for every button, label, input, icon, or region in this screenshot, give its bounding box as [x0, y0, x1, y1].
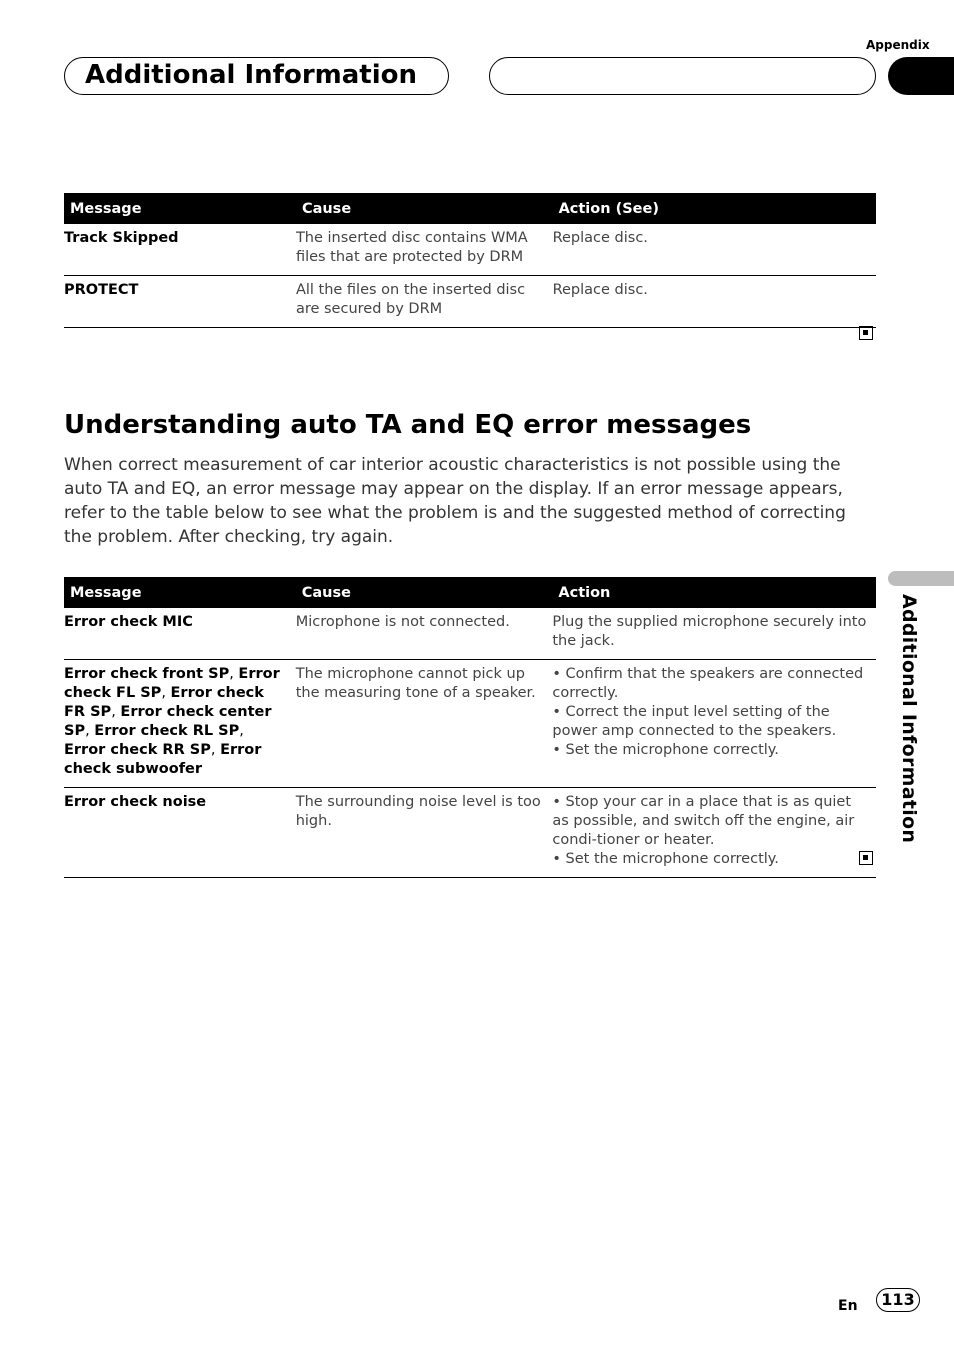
column-header-message: Message: [64, 193, 296, 224]
language-label: En: [838, 1298, 858, 1314]
column-header-cause: Cause: [296, 577, 553, 608]
action-line: • Correct the input level setting of the power amp connected to the speakers.: [552, 704, 837, 739]
column-header-action: Action: [552, 577, 876, 608]
error-message-table: [64, 577, 876, 878]
section-title-pill: [64, 57, 449, 95]
table-row: [64, 276, 876, 328]
action-line: • Set the microphone correctly.: [552, 742, 779, 758]
table-header-row: [64, 577, 876, 608]
table-row: [64, 660, 876, 788]
row-message: Error check noise: [64, 788, 296, 878]
appendix-label: Appendix: [866, 38, 930, 52]
message-part: Error check subwoofer: [64, 742, 262, 777]
section-title: Additional Information: [85, 60, 418, 90]
message-separator: ,: [85, 723, 95, 739]
column-header-action: Action (See): [553, 193, 876, 224]
message-separator: ,: [239, 723, 244, 739]
table-row: [64, 608, 876, 660]
message-part: Error check RR SP: [64, 742, 211, 758]
drm-message-table: [64, 193, 876, 328]
row-message: [64, 660, 296, 788]
row-cause: The surrounding noise level is too high.: [296, 788, 553, 878]
side-section-label: Additional Information: [898, 594, 920, 844]
action-line: • Confirm that the speakers are connected correctly.: [552, 666, 864, 701]
page-number: 113: [876, 1288, 920, 1312]
row-cause: Microphone is not connected.: [296, 608, 553, 660]
action-line: • Stop your car in a place that is as quiet as possible, and switch off the engine, air condi-tioner or heater.: [552, 794, 855, 848]
end-mark-icon: [859, 326, 873, 340]
message-part: Error check FR SP: [64, 685, 264, 720]
action-line: • Set the microphone correctly.: [552, 851, 779, 867]
action-line: Plug the supplied microphone securely into the jack.: [552, 614, 867, 649]
message-part: Error check FL SP: [64, 666, 280, 701]
row-action: [552, 660, 876, 788]
column-header-message: Message: [64, 577, 296, 608]
row-action: Replace disc.: [553, 224, 876, 276]
side-index-tab: [888, 571, 954, 586]
row-action: [552, 788, 876, 878]
message-separator: ,: [111, 704, 121, 720]
row-cause: The microphone cannot pick up the measuring tone of a speaker.: [296, 660, 553, 788]
message-separator: ,: [229, 666, 239, 682]
row-message: Track Skipped: [64, 224, 296, 276]
message-part: Error check center SP: [64, 704, 272, 739]
end-mark-icon: [859, 851, 873, 865]
chapter-tab: [888, 57, 954, 95]
row-cause: All the files on the inserted disc are secured by DRM: [296, 276, 553, 328]
message-part: Error check front SP: [64, 666, 230, 682]
column-header-cause: Cause: [296, 193, 553, 224]
message-separator: ,: [161, 685, 171, 701]
section-intro: When correct measurement of car interior acoustic characteristics is not possible using the auto TA and EQ, an error message may appear on the display. If an error message appears, refer to the table below to see what the problem is and the suggested method of correcting the problem. After checking, try again.: [64, 455, 846, 547]
row-action: [552, 608, 876, 660]
row-cause: The inserted disc contains WMA files that are protected by DRM: [296, 224, 553, 276]
message-part: Error check RL SP: [94, 723, 240, 739]
table-row: [64, 224, 876, 276]
table-header-row: [64, 193, 876, 224]
row-action: Replace disc.: [553, 276, 876, 328]
message-separator: ,: [210, 742, 221, 758]
table-row: [64, 788, 876, 878]
row-message: PROTECT: [64, 276, 296, 328]
header-empty-pill: [489, 57, 876, 95]
row-message: Error check MIC: [64, 608, 296, 660]
section-heading: Understanding auto TA and EQ error messages: [64, 410, 752, 440]
